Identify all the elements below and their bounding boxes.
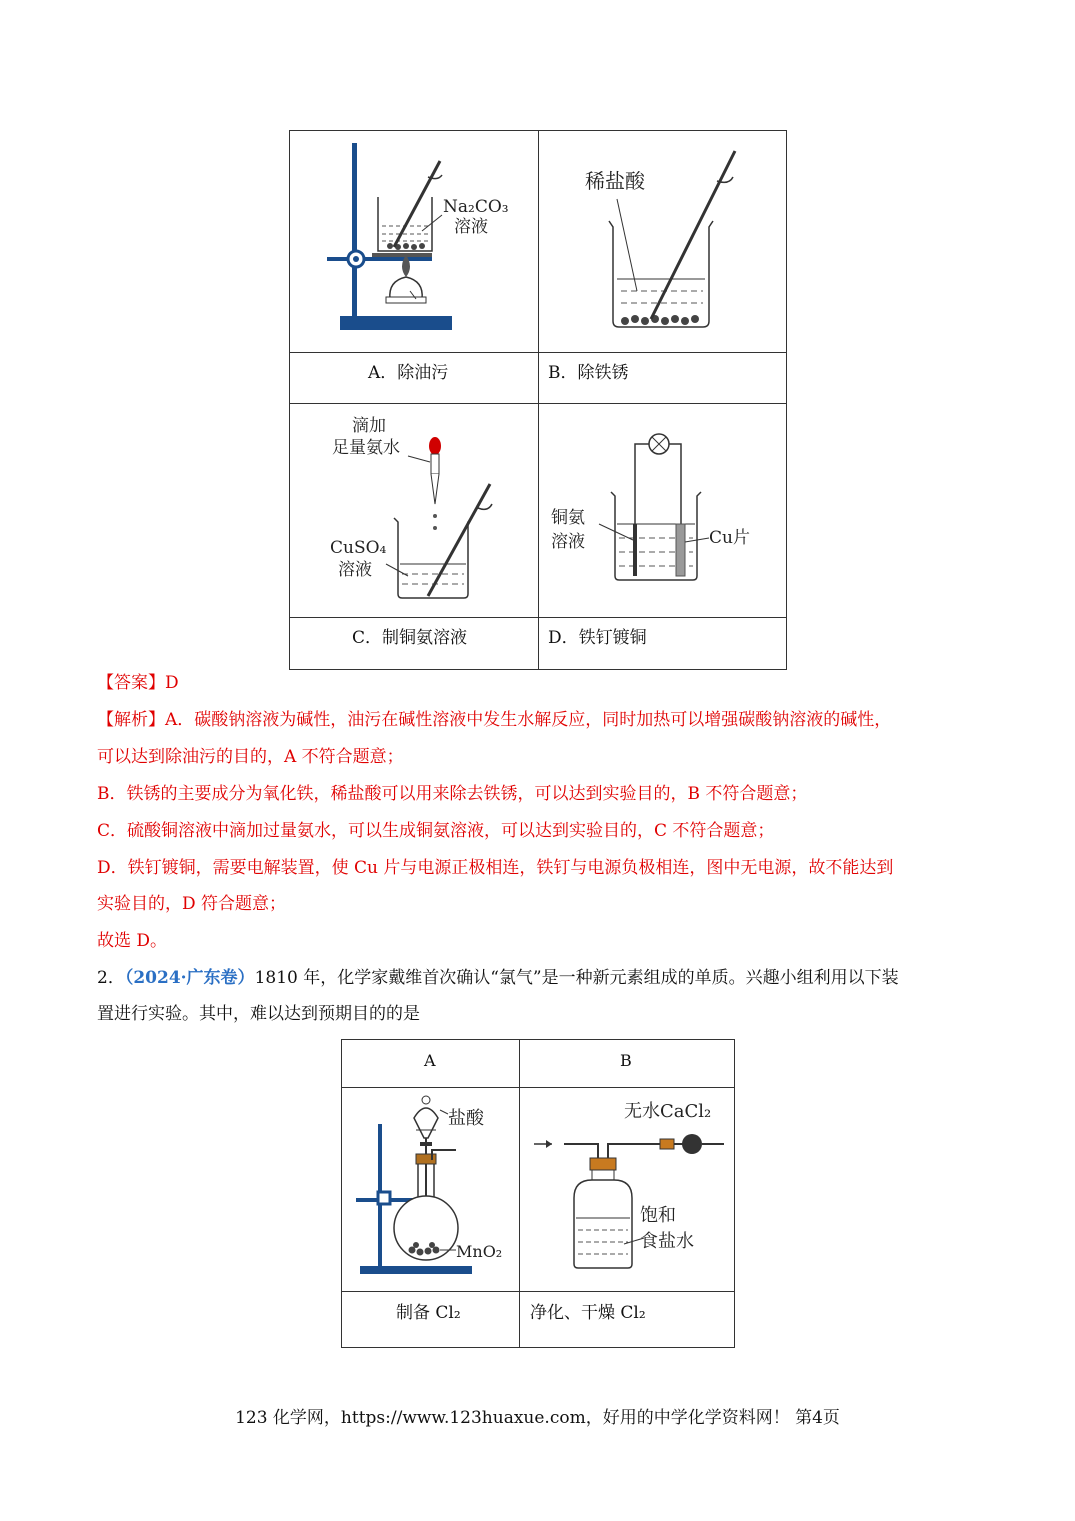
analysis-line: D．铁钉镀铜，需要电解装置，使 Cu 片与电源正极相连，铁钉与电源负极相连，图中无电源，故不能达到 bbox=[97, 858, 894, 878]
beaker-illustration bbox=[539, 131, 787, 352]
apparatus-table-1 bbox=[289, 130, 787, 670]
heating-apparatus-illustration bbox=[290, 131, 538, 352]
question-text: 1810 年，化学家戴维首次确认“氯气”是一种新元素组成的单质。兴趣小组利用以下装 bbox=[254, 968, 899, 988]
analysis-line: 可以达到除油污的目的，A 不符合题意； bbox=[97, 747, 404, 767]
question-2-line-2: 置进行实验。其中，难以达到预期目的的是 bbox=[97, 1004, 420, 1024]
analysis-line: C．硫酸铜溶液中滴加过量氨水，可以生成铜氨溶液，可以达到实验目的，C 不符合题意； bbox=[97, 821, 775, 841]
label-hydrochloric-acid: 盐酸 bbox=[448, 1108, 484, 1129]
analysis-line: 【解析】A．碳酸钠溶液为碱性，油污在碱性溶液中发生水解反应，同时加热可以增强碳酸钠溶液的碱性， bbox=[97, 710, 892, 730]
caption-purify-cl2: 净化、干燥 Cl₂ bbox=[530, 1303, 646, 1323]
apparatus-table-2 bbox=[341, 1039, 735, 1348]
table-divider bbox=[290, 352, 786, 353]
caption-b: B．除铁锈 bbox=[548, 363, 629, 383]
label-brine-1: 饱和 bbox=[640, 1205, 676, 1226]
table-divider bbox=[342, 1291, 734, 1292]
label-na2co3: Na₂CO₃ bbox=[443, 197, 509, 217]
figure-chlorine-generation bbox=[342, 1088, 519, 1291]
figure-d-plating bbox=[539, 404, 787, 617]
label-brine-2: 食盐水 bbox=[640, 1231, 694, 1252]
header-b: B bbox=[620, 1051, 632, 1070]
question-2-line-1 bbox=[97, 966, 899, 990]
table-divider bbox=[290, 617, 786, 618]
label-solution: 溶液 bbox=[454, 217, 488, 237]
label-drop2: 足量氨水 bbox=[332, 438, 400, 458]
figure-a-heating bbox=[290, 131, 538, 352]
answer-label: 【答案】D bbox=[97, 673, 179, 693]
label-cuso4: CuSO₄ bbox=[330, 538, 387, 558]
label-solution-c: 溶液 bbox=[338, 560, 372, 580]
caption-a: A．除油污 bbox=[368, 363, 449, 383]
figure-c-ammonia bbox=[290, 404, 538, 617]
analysis-line: 实验目的，D 符合题意； bbox=[97, 894, 287, 914]
label-dilute-hcl: 稀盐酸 bbox=[585, 169, 645, 193]
label-drop1: 滴加 bbox=[352, 416, 386, 436]
caption-prepare-cl2: 制备 Cl₂ bbox=[396, 1303, 461, 1323]
figure-b-rust-removal bbox=[539, 131, 787, 352]
label-solution-d: 溶液 bbox=[551, 532, 585, 552]
question-number: 2． bbox=[97, 968, 125, 988]
caption-c: C．制铜氨溶液 bbox=[352, 628, 468, 648]
conclusion: 故选 D。 bbox=[97, 931, 168, 951]
label-copper-ammonia: 铜氨 bbox=[551, 508, 585, 528]
figure-chlorine-purification bbox=[520, 1088, 735, 1291]
question-source: （2024·广东卷） bbox=[124, 968, 255, 988]
page-footer: 123 化学网，https://www.123huaxue.com，好用的中学化学资料网！ 第4页 bbox=[235, 1408, 840, 1428]
header-a: A bbox=[424, 1051, 436, 1070]
dropper-beaker-illustration bbox=[290, 404, 538, 617]
label-cu-plate: Cu片 bbox=[709, 528, 750, 548]
caption-d: D．铁钉镀铜 bbox=[548, 628, 647, 648]
analysis-line: B．铁锈的主要成分为氧化铁，稀盐酸可以用来除去铁锈，可以达到实验目的，B 不符合题意； bbox=[97, 784, 808, 804]
label-mno2: MnO₂ bbox=[456, 1242, 503, 1261]
label-anhydrous-cacl2: 无水CaCl₂ bbox=[624, 1101, 712, 1122]
